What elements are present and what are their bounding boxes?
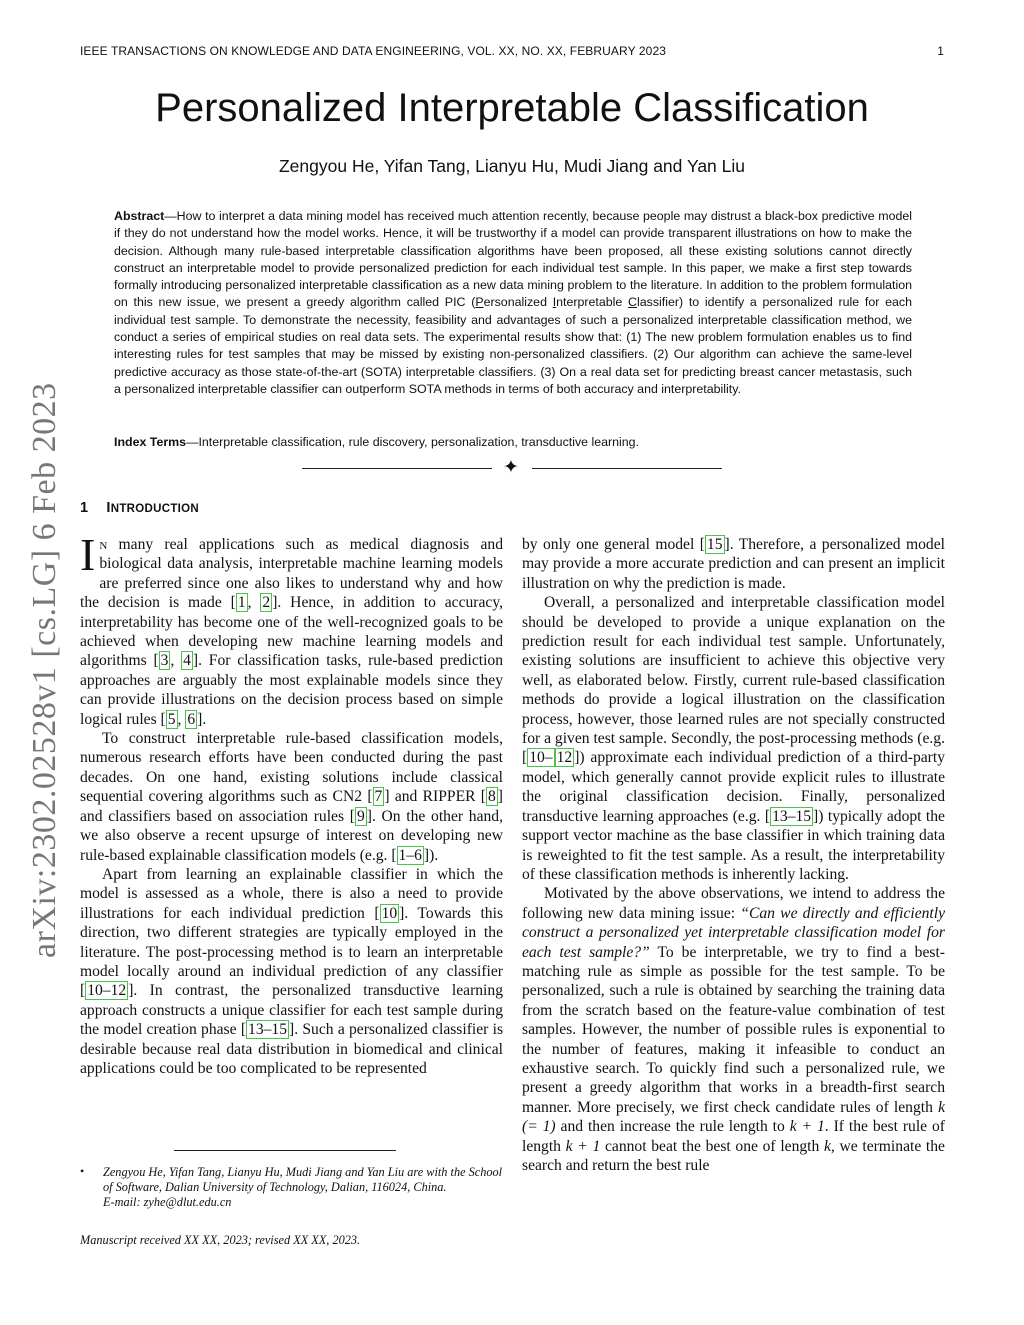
section-heading-introduction xyxy=(80,500,199,516)
text-run: and then increase the rule length to xyxy=(555,1118,790,1136)
text-run: and RIPPER xyxy=(389,788,481,806)
index-terms-label: Index Terms xyxy=(114,435,187,449)
citation-link[interactable]: 7 xyxy=(374,788,383,806)
text-run: . Towards this direction, two different strategies are typically employed in the literature. The post-processing method is to learn an interpretable model locally around an individual prediction of any classifier xyxy=(80,904,504,980)
divider-rule-right xyxy=(532,468,722,469)
text-run: . If the best rule of length xyxy=(522,1118,945,1155)
left-column xyxy=(80,529,504,1078)
author-list: Zengyou He, Yifan Tang, Lianyu Hu, Mudi Jiang and Yan Liu xyxy=(278,156,745,176)
citation-link[interactable]: 10–12 xyxy=(87,982,127,1000)
paragraph xyxy=(522,884,945,1175)
paragraph: To construct interpretable rule-based classification models, numerous research efforts have been conducted during the past decades. On one hand, existing solutions include classical sequential covering algorithms such as CN2 [ 7 ] and RIPPER [ 8 ] and classifiers based on association rules [ 9 ]. On the other hand, we also observe a recent upsurge of interest on developing new rule-based explainable classification models (e.g. [ 1–6 ]). xyxy=(80,730,503,864)
right-column xyxy=(522,535,945,1175)
citation-link[interactable]: 4 xyxy=(183,652,191,670)
section-initial: I xyxy=(106,500,111,516)
manuscript-note: Manuscript received XX XX, 2023; revised XX XX, 2023. xyxy=(80,1233,361,1247)
text-run: , we terminate the search and return the best rule xyxy=(522,1137,945,1174)
divider-rule-left xyxy=(302,468,492,469)
text-run: cannot beat the best one of length xyxy=(600,1137,824,1155)
small-caps-word: n xyxy=(99,536,108,553)
section-number: 1 xyxy=(80,500,89,516)
text-run: . Therefore, a personalized model may provide a more accurate prediction and can present an implicit illustration on why the prediction is made. xyxy=(522,536,945,592)
text-run: ). xyxy=(429,846,439,864)
section-divider xyxy=(302,458,722,478)
index-terms xyxy=(114,434,912,451)
text-run: . In contrast, the personalized transductive learning approach constructs a unique classifier for each test sample during the model creation phase xyxy=(80,982,503,1039)
acronym-c: C xyxy=(628,295,637,310)
text-run: many real applications such as medical diagnosis and biological data analysis, interpretable machine learning models are preferred since one also likes to understand why and how the decision is made xyxy=(80,536,503,612)
citation-link[interactable]: 10– xyxy=(529,749,553,767)
abstract xyxy=(114,208,912,398)
acronym-i-rest: nterpretable xyxy=(556,295,629,310)
index-terms-text: —Interpretable classification, rule discovery, personalization, transductive learning. xyxy=(186,435,640,449)
acronym-p: P xyxy=(475,295,484,310)
paper-title: Personalized Interpretable Classification xyxy=(155,86,869,130)
math-expression: k (= 1) xyxy=(522,1098,945,1136)
citation-link[interactable]: 3 xyxy=(160,652,169,670)
paragraph: Apart from learning an explainable classifier in which the model is assessed as a whole, there is also a need to provide illustrations for each individual prediction [ 10 ]. Towards this direction, two different strategies are typically employed in the literature. The post-processing method is to learn an interpretable model locally around an individual prediction of any classifier [ 10–12 ]. In contrast, the personalized transductive learning approach constructs a unique classifier for each test sample during the model creation phase [ 13–15 ]. Such a personalized classifier is desirable because real data distribution in biomedical and clinical applications could be too complicated to be represented xyxy=(80,865,504,1077)
citation-link[interactable]: 10 xyxy=(381,904,398,922)
text-run: and classifiers based on association rules xyxy=(80,807,350,825)
citation-link[interactable]: 6 xyxy=(187,710,196,728)
math-expression: k + 1 xyxy=(565,1137,601,1155)
drop-cap: I xyxy=(80,529,96,580)
text-run: ) approximate each individual prediction of a third-party model, which generally cannot provide explicit rules to illustrate the original classification decision. Finally, personalized transductive learning approaches (e.g. xyxy=(522,749,945,825)
math-expression: k xyxy=(823,1137,831,1155)
abstract-text-1: —How to interpret a data mining model has received much attention recently, because people may distrust a black-box predictive model if they do not understand how the model works. Hence, it will be trustworthy if a model can provide transparent illustrations on how to make the decision. Although many rule-based interpretable classification algorithms have been proposed, all these existing solutions cannot directly construct an interpretable model to provide personalized prediction for each individual test sample. In this paper, we make a first step towards formally introducing personalized interpretable classification as a new data mining problem to the literature. In addition to the problem formulation on this new issue, we present a greedy algorithm called PIC ( xyxy=(114,209,912,310)
abstract-text-2: ) to identify a personalized rule for each individual test sample. To demonstrate the necessity, feasibility and advantages of such a personalized interpretable classification method, we conduct a series of empirical studies on real data sets. The experimental results show that: (1) The new problem formulation enables us to find interesting rules for test samples that may be missed by existing non-personalized classifiers. (2) Our algorithm can achieve the same-level predictive accuracy as those state-of-the-art (SOTA) interpretable classifiers. (3) On a real data set for predicting breast cancer metastasis, such a personalized interpretable classifier can outperform SOTA methods in terms of both accuracy and interpretability. xyxy=(114,295,912,396)
divider-star-icon: ✦ xyxy=(503,456,519,478)
text-run: To be interpretable, we try to find a best-matching rule as simple as possible for the test sample. To be personalized, such a rule is obtained by searching the training data from the scratch based on the feature-value combination of test samples. However, the number of possible rules is exponential to the number of features, making it infeasible to conduct an exhaustive search. To quickly find such a personalized rule, we present a greedy algorithm that works in a breadth-first search manner. More precisely, we first check candidate rules of length xyxy=(522,943,945,1116)
text-run: . Such a personalized classifier is desirable because real data distribution in biomedical and clinical applications could be too complicated to be represented xyxy=(80,1021,504,1077)
contact-email: E-mail: zyhe@dlut.edu.cn xyxy=(103,1195,232,1210)
running-header xyxy=(80,44,944,58)
citation-link[interactable]: 2 xyxy=(262,594,271,612)
citation-link[interactable]: 1 xyxy=(237,594,246,612)
text-run: Overall, a personalized and interpretable classification model should be developed to provide a unique explanation on the prediction result for each individual test sample. Unfortunately, existing solutions are insufficient to achieve this objective very well, as elaborated below. Firstly, current rule-based classification methods do provide a logical illustration on the classification process, however, those learned rules are not specially constructed for a given test sample. Secondly, the post-processing methods (e.g. xyxy=(522,594,945,748)
citation-link[interactable]: 13–15 xyxy=(248,1021,287,1039)
affiliation-text: Zengyou He, Yifan Tang, Lianyu Hu, Mudi Jiang and Yan Liu are with the School of Software, Dalian University of Technology, Dalian, 116024, China. xyxy=(103,1165,503,1195)
citation-link[interactable]: 15 xyxy=(706,536,723,553)
section-title-rest: NTRODUCTION xyxy=(110,503,199,515)
text-run: . On the other hand, we also observe a recent upsurge of interest on developing new rule-based explainable classification models (e.g. xyxy=(80,807,503,864)
acronym-c-rest: lassifier xyxy=(636,295,679,310)
abstract-label: Abstract xyxy=(114,209,165,223)
text-run: ) typically adopt the support vector machine as the base classifier in which training data is reweighted to fit the test sample. As a result, the interpretability of these classification methods is inherently lacking. xyxy=(522,807,945,883)
paragraph: by only one general model [ 15 ]. Therefore, a personalized model may provide a more accurate prediction and can present an implicit illustration on why the prediction is made. xyxy=(522,536,945,592)
journal-name: IEEE TRANSACTIONS ON KNOWLEDGE AND DATA ENGINEERING, VOL. XX, NO. XX, FEBRUARY 2023 xyxy=(80,44,667,58)
bullet-icon: • xyxy=(80,1164,85,1178)
footnote-rule xyxy=(174,1150,396,1151)
text-run: Apart from learning an explainable classifier in which the model is assessed as a whole, there is also a need to provide illustrations for each individual prediction xyxy=(80,865,503,922)
citation-link[interactable]: 12 xyxy=(556,749,573,767)
acronym-p-rest: ersonalized xyxy=(483,295,553,310)
page-number: 1 xyxy=(937,44,944,58)
math-expression: k + 1 xyxy=(789,1118,825,1136)
citation-link[interactable]: 9 xyxy=(356,807,365,825)
text-run: . For classification tasks, rule-based prediction approaches are arguably the most explainable models since they can provide illustrations on the decision process based on simple logical rules xyxy=(80,652,503,728)
author-affiliation-footnote xyxy=(80,1165,503,1211)
citation-link[interactable]: 5 xyxy=(167,710,176,728)
text-run: . xyxy=(202,710,207,728)
text-run: Motivated by the above observations, we intend to address the following new data mining issue: xyxy=(522,885,945,922)
text-run: To construct interpretable rule-based classification models, numerous research efforts have been conducted during the past decades. On one hand, existing solutions include classical sequential covering algorithms such as CN2 xyxy=(80,730,503,806)
arxiv-stamp: arXiv:2302.02528v1 [cs.LG] 6 Feb 2023 xyxy=(26,382,63,958)
text-run: by only one general model xyxy=(522,536,700,553)
citation-link[interactable]: 8 xyxy=(488,788,496,806)
citation-link[interactable]: 13–15 xyxy=(772,807,812,825)
paragraph: Overall, a personalized and interpretable classification model should be developed to provide a unique explanation on the prediction result for each individual test sample. Unfortunately, existing solutions are insufficient to achieve this objective very well, as elaborated below. Firstly, current rule-based classification methods do provide a logical illustration on the classification process, however, those learned rules are not specially constructed for a given test sample. Secondly, the post-processing methods (e.g. [ 10– 12 ]) approximate each individual prediction of a third-party model, which generally cannot provide explicit rules to illustrate the original classification decision. Finally, personalized transductive learning approaches (e.g. [ 13–15 ]) typically adopt the support vector machine as the base classifier in which training data is reweighted to fit the test sample. As a result, the interpretability of these classification methods is inherently lacking. xyxy=(522,594,945,883)
acronym-i: I xyxy=(552,295,557,310)
research-question: “Can we directly and efficiently construct a personalized yet interpretable classification model for each test sample?” xyxy=(522,904,945,961)
text-run: . Hence, in addition to accuracy, interpretability has become one of the well-recognized goals to be achieved when developing new machine learning models and algorithms xyxy=(80,594,504,670)
paragraph: In many real applications such as medical diagnosis and biological data analysis, interpretable machine learning models are preferred since one also likes to understand why and how the decision is made [ 1 , 2 ]. Hence, in addition to accuracy, interpretability has become one of the well-recognized goals to be achieved when developing new machine learning models and algorithms [ 3 , 4 ]. For classification tasks, rule-based prediction approaches are arguably the most explainable models since they can provide illustrations on the decision process based on simple logical rules [ 5 , 6 ]. xyxy=(80,529,504,728)
citation-link[interactable]: 1–6 xyxy=(398,846,422,864)
